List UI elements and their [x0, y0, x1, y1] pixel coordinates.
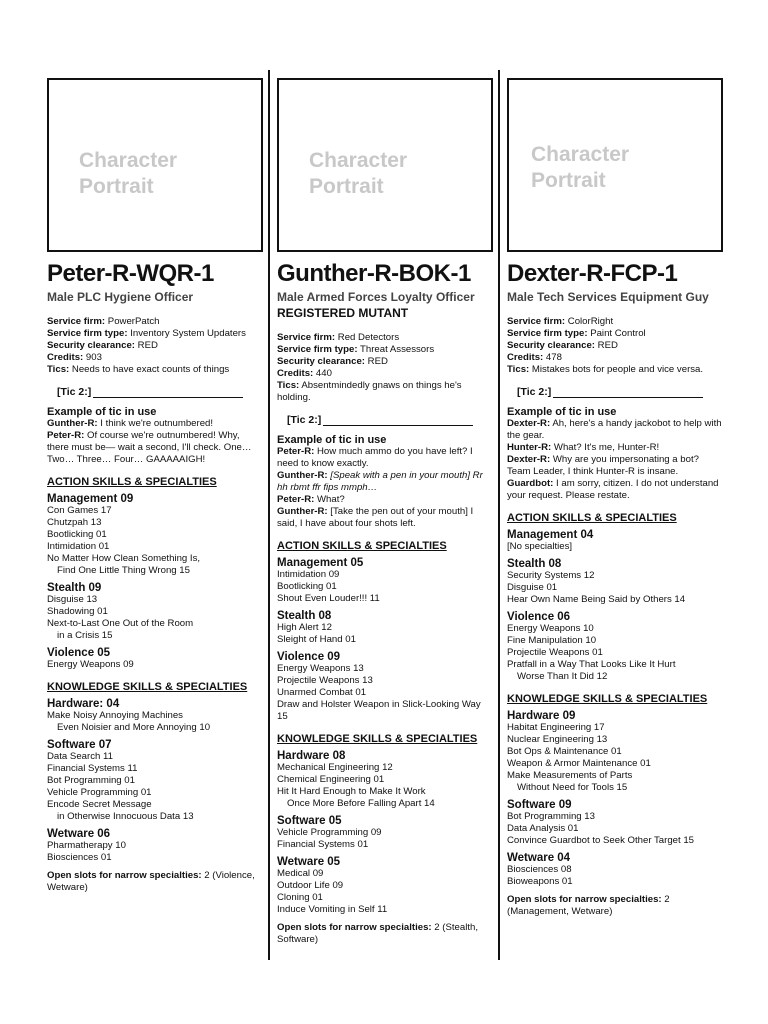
column-divider [268, 70, 270, 960]
character-name: Peter-R-WQR-1 [47, 260, 214, 287]
tic2-field[interactable]: [Tic 2:] [287, 414, 493, 426]
specialty: Sleight of Hand 01 [277, 634, 356, 645]
example-line: Peter-R: How much ammo do you have left? I need to know exactly. [277, 446, 473, 469]
specialty: Bioweapons 01 [507, 876, 573, 887]
tic2-field[interactable]: [Tic 2:] [57, 386, 263, 398]
specialty: Shadowing 01 [47, 606, 108, 617]
portrait-label: Character Portrait [531, 143, 630, 192]
example-heading: Example of tic in use [277, 434, 387, 446]
specialty: Even Noisier and More Annoying 10 [57, 722, 211, 733]
specialty: Bootlicking 01 [277, 581, 337, 592]
specialty: Hit It Hard Enough to Make It Work [277, 786, 426, 797]
specialty: Disguise 01 [507, 582, 558, 593]
character-role: Male Armed Forces Loyalty Officer [277, 290, 475, 304]
skill-heading: Management 09 [47, 493, 134, 505]
specialty: Convince Guardbot to Seek Other Target 15 [507, 835, 695, 846]
specialty: Projectile Weapons 01 [507, 647, 603, 658]
knowledge-skills-heading: KNOWLEDGE SKILLS & SPECIALTIES [277, 733, 478, 745]
specialty: Bootlicking 01 [47, 529, 107, 540]
skill-heading: Hardware 09 [507, 710, 576, 722]
specialty: Cloning 01 [277, 892, 323, 903]
mutant-status: REGISTERED MUTANT [277, 306, 409, 320]
open-slots: Open slots for narrow specialties: 2 (Stealth, Software) [277, 922, 479, 945]
skill-heading: Violence 05 [47, 647, 111, 659]
specialty: Outdoor Life 09 [277, 880, 344, 891]
example-line: Peter-R: What? [277, 494, 345, 505]
action-skills-heading: ACTION SKILLS & SPECIALTIES [47, 476, 217, 488]
example-line: Gunther-R: [Speak with a pen in your mouth] Rr hh rbmt ffr fips mmph… [277, 470, 483, 493]
example-line: Gunther-R: [Take the pen out of your mouth] I said, I have about four shots left. [277, 506, 474, 529]
specialty: Data Search 11 [47, 751, 113, 762]
character-role: Male Tech Services Equipment Guy [507, 290, 709, 304]
specialty: Once More Before Falling Apart 14 [287, 798, 435, 809]
specialty: Mechanical Engineering 12 [277, 762, 393, 773]
specialty: Make Measurements of Parts [507, 770, 633, 781]
specialty: Vehicle Programming 01 [47, 787, 152, 798]
character-card-dexter [507, 70, 723, 918]
info-line: Service firm: ColorRight [507, 316, 614, 327]
info-line: Security clearance: RED [47, 340, 158, 351]
specialty: Bot Ops & Maintenance 01 [507, 746, 622, 757]
specialty: Draw and Holster Weapon in Slick-Looking Way 15 [277, 699, 481, 722]
specialty: Vehicle Programming 09 [277, 827, 382, 838]
specialty: Hear Own Name Being Said by Others 14 [507, 594, 686, 605]
info-line: Credits: 440 [277, 368, 332, 379]
example-line: Hunter-R: What? It's me, Hunter-R! [507, 442, 660, 453]
portrait-label: Character Portrait [79, 149, 178, 198]
specialty: Bot Programming 01 [47, 775, 135, 786]
skill-heading: Management 05 [277, 557, 364, 569]
specialty: Pratfall in a Way That Looks Like It Hurt [507, 659, 676, 670]
skill-heading: Software 07 [47, 739, 112, 751]
info-line: Tics: Absentmindedly gnaws on things he's holding. [277, 380, 462, 403]
character-card-gunther [277, 70, 493, 946]
skill-heading: Management 04 [507, 529, 594, 541]
knowledge-skills-heading: KNOWLEDGE SKILLS & SPECIALTIES [47, 681, 248, 693]
skill-heading: Hardware 08 [277, 750, 346, 762]
info-line: Service firm: PowerPatch [47, 316, 160, 327]
skill-heading: Wetware 06 [47, 828, 111, 840]
example-line: Gunther-R: I think we're outnumbered! [47, 418, 214, 429]
specialty: Next-to-Last One Out of the Room [47, 618, 194, 629]
character-card-peter [47, 70, 263, 894]
specialty: Intimidation 09 [277, 569, 340, 580]
character-portrait [47, 78, 263, 252]
info-line: Service firm: Red Detectors [277, 332, 400, 343]
character-name: Gunther-R-BOK-1 [277, 260, 471, 287]
example-line: Peter-R: Of course we're outnumbered! Why, there must be— wait a second, I'll check. One… Two… Three… Four… GAAAAAIGH! [47, 430, 252, 465]
skill-heading: Software 05 [277, 815, 342, 827]
specialty: Data Analysis 01 [507, 823, 579, 834]
specialty: Fine Manipulation 10 [507, 635, 597, 646]
skill-heading: Stealth 08 [277, 610, 332, 622]
info-line: Security clearance: RED [507, 340, 618, 351]
skill-heading: Wetware 05 [277, 856, 341, 868]
specialty: Financial Systems 11 [47, 763, 138, 774]
specialty: Medical 09 [277, 868, 324, 879]
specialty: Induce Vomiting in Self 11 [277, 904, 388, 915]
skill-heading: Software 09 [507, 799, 572, 811]
specialty: Bot Programming 13 [507, 811, 595, 822]
character-portrait [277, 78, 493, 252]
info-line: Tics: Needs to have exact counts of things [47, 364, 230, 375]
specialty: Find One Little Thing Wrong 15 [57, 565, 190, 576]
specialty: Security Systems 12 [507, 570, 595, 581]
specialty: Biosciences 01 [47, 852, 112, 863]
specialty: Pharmatherapy 10 [47, 840, 126, 851]
specialty: Weapon & Armor Maintenance 01 [507, 758, 651, 769]
specialty: Chutzpah 13 [47, 517, 102, 528]
specialty: Without Need for Tools 15 [517, 782, 628, 793]
specialty: Worse Than It Did 12 [517, 671, 608, 682]
example-heading: Example of tic in use [47, 406, 157, 418]
specialty: Shout Even Louder!!! 11 [277, 593, 380, 604]
column-divider [498, 70, 500, 960]
specialty: Financial Systems 01 [277, 839, 369, 850]
specialty: No Matter How Clean Something Is, [47, 553, 201, 564]
skill-heading: Stealth 09 [47, 582, 102, 594]
skill-heading: Stealth 08 [507, 558, 562, 570]
info-line: Service firm type: Inventory System Updaters [47, 328, 246, 339]
specialty: Projectile Weapons 13 [277, 675, 373, 686]
action-skills-heading: ACTION SKILLS & SPECIALTIES [507, 512, 677, 524]
specialty: High Alert 12 [277, 622, 332, 633]
specialty: Intimidation 01 [47, 541, 110, 552]
info-line: Service firm type: Paint Control [507, 328, 646, 339]
specialty: Disguise 13 [47, 594, 98, 605]
tic2-field[interactable]: [Tic 2:] [517, 386, 723, 398]
specialty: Encode Secret Message [47, 799, 152, 810]
info-line: Tics: Mistakes bots for people and vice versa. [507, 364, 704, 375]
specialty: Nuclear Engineering 13 [507, 734, 608, 745]
character-role: Male PLC Hygiene Officer [47, 290, 194, 304]
info-line: Service firm type: Threat Assessors [277, 344, 435, 355]
info-line: Credits: 478 [507, 352, 562, 363]
skill-heading: Violence 09 [277, 651, 341, 663]
character-portrait [507, 78, 723, 252]
specialty: in a Crisis 15 [57, 630, 113, 641]
example-heading: Example of tic in use [507, 406, 617, 418]
specialty: Energy Weapons 09 [47, 659, 134, 670]
specialty: Make Noisy Annoying Machines [47, 710, 183, 721]
specialty: Chemical Engineering 01 [277, 774, 385, 785]
info-line: Credits: 903 [47, 352, 102, 363]
specialty: Energy Weapons 13 [277, 663, 364, 674]
example-line: Guardbot: I am sorry, citizen. I do not understand your request. Please restate. [507, 478, 719, 501]
specialty: Energy Weapons 10 [507, 623, 594, 634]
knowledge-skills-heading: KNOWLEDGE SKILLS & SPECIALTIES [507, 693, 708, 705]
character-name: Dexter-R-FCP-1 [507, 260, 678, 287]
specialty: Con Games 17 [47, 505, 112, 516]
info-line: Security clearance: RED [277, 356, 388, 367]
specialty: Unarmed Combat 01 [277, 687, 367, 698]
portrait-label: Character Portrait [309, 149, 408, 198]
specialty: Biosciences 08 [507, 864, 572, 875]
specialty: Habitat Engineering 17 [507, 722, 605, 733]
specialty: in Otherwise Innocuous Data 13 [57, 811, 194, 822]
skill-heading: Violence 06 [507, 611, 571, 623]
specialty: [No specialties] [507, 541, 573, 552]
example-line: Dexter-R: Why are you impersonating a bot? Team Leader, I think Hunter-R is insane. [507, 454, 699, 477]
skill-heading: Wetware 04 [507, 852, 571, 864]
open-slots: Open slots for narrow specialties: 2 (Violence, Wetware) [47, 870, 255, 893]
action-skills-heading: ACTION SKILLS & SPECIALTIES [277, 540, 447, 552]
open-slots: Open slots for narrow specialties: 2 (Management, Wetware) [507, 894, 670, 917]
skill-heading: Hardware: 04 [47, 698, 120, 710]
example-line: Dexter-R: Ah, here's a handy jackobot to help with the gear. [507, 418, 722, 441]
